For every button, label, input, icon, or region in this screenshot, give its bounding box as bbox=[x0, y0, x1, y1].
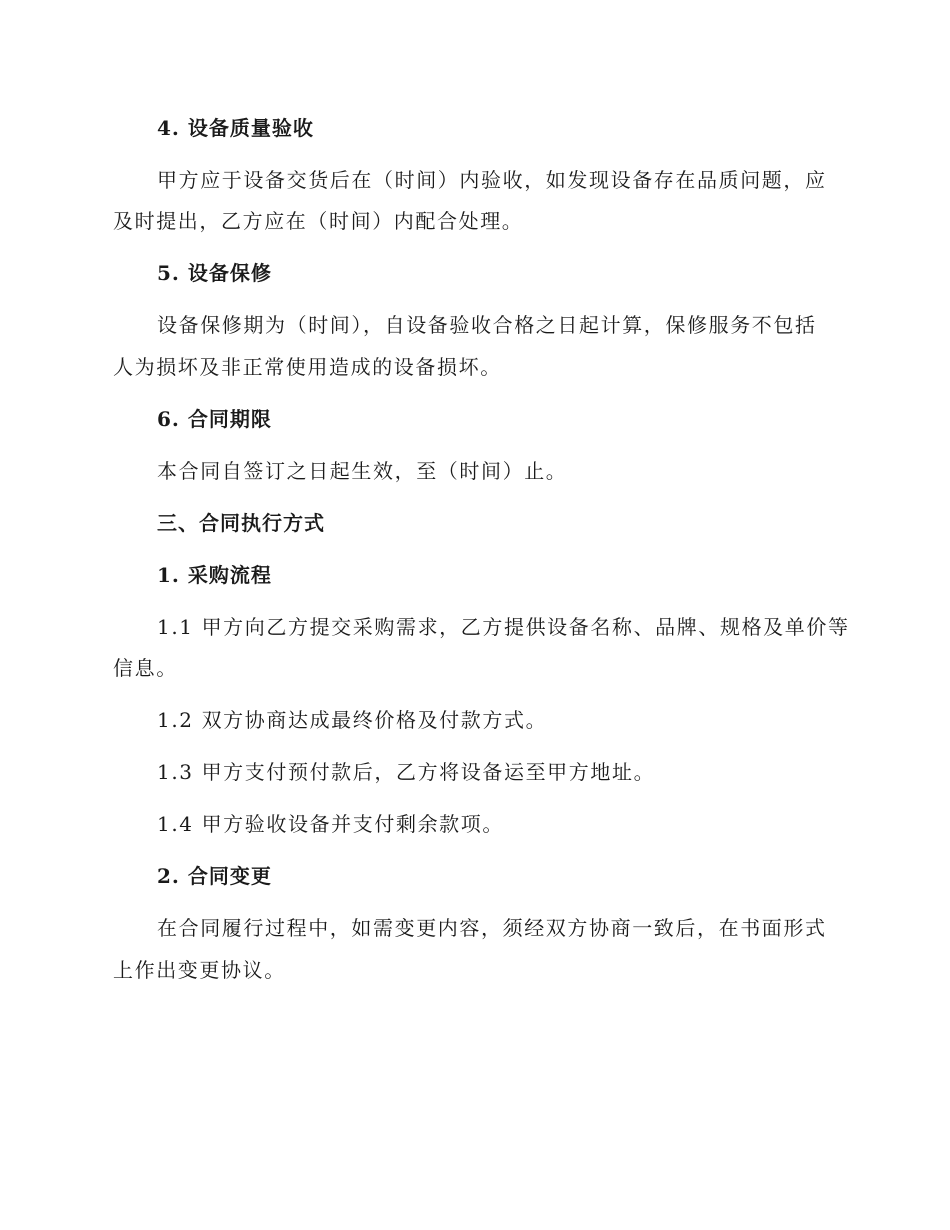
paragraph-line: 在合同履行过程中，如需变更内容，须经双方协商一致后，在书面形式 bbox=[157, 916, 827, 940]
paragraph-line: 信息。 bbox=[113, 656, 178, 680]
section-heading-contract-term: 6. 合同期限 bbox=[157, 407, 272, 431]
chapter-heading-execution: 三、合同执行方式 bbox=[157, 511, 325, 535]
section-heading-equipment-acceptance: 4. 设备质量验收 bbox=[157, 116, 314, 140]
section-heading-warranty: 5. 设备保修 bbox=[157, 261, 272, 285]
paragraph-line: 人为损坏及非正常使用造成的设备损坏。 bbox=[113, 355, 502, 379]
paragraph-line: 及时提出，乙方应在（时间）内配合处理。 bbox=[113, 209, 524, 233]
paragraph-line: 本合同自签订之日起生效，至（时间）止。 bbox=[157, 459, 568, 483]
paragraph-line: 设备保修期为（时间），自设备验收合格之日起计算，保修服务不包括 bbox=[157, 313, 817, 337]
paragraph-line: 1.2 双方协商达成最终价格及付款方式。 bbox=[157, 708, 548, 732]
paragraph-line: 1.4 甲方验收设备并支付剩余款项。 bbox=[157, 812, 504, 836]
paragraph-line: 1.3 甲方支付预付款后，乙方将设备运至甲方地址。 bbox=[157, 760, 656, 784]
section-heading-procurement: 1. 采购流程 bbox=[157, 563, 272, 587]
section-heading-contract-change: 2. 合同变更 bbox=[157, 864, 272, 888]
paragraph-line: 1.1 甲方向乙方提交采购需求，乙方提供设备名称、品牌、规格及单价等 bbox=[157, 615, 850, 639]
paragraph-line: 上作出变更协议。 bbox=[113, 958, 286, 982]
paragraph-line: 甲方应于设备交货后在（时间）内验收，如发现设备存在品质问题，应 bbox=[157, 168, 827, 192]
